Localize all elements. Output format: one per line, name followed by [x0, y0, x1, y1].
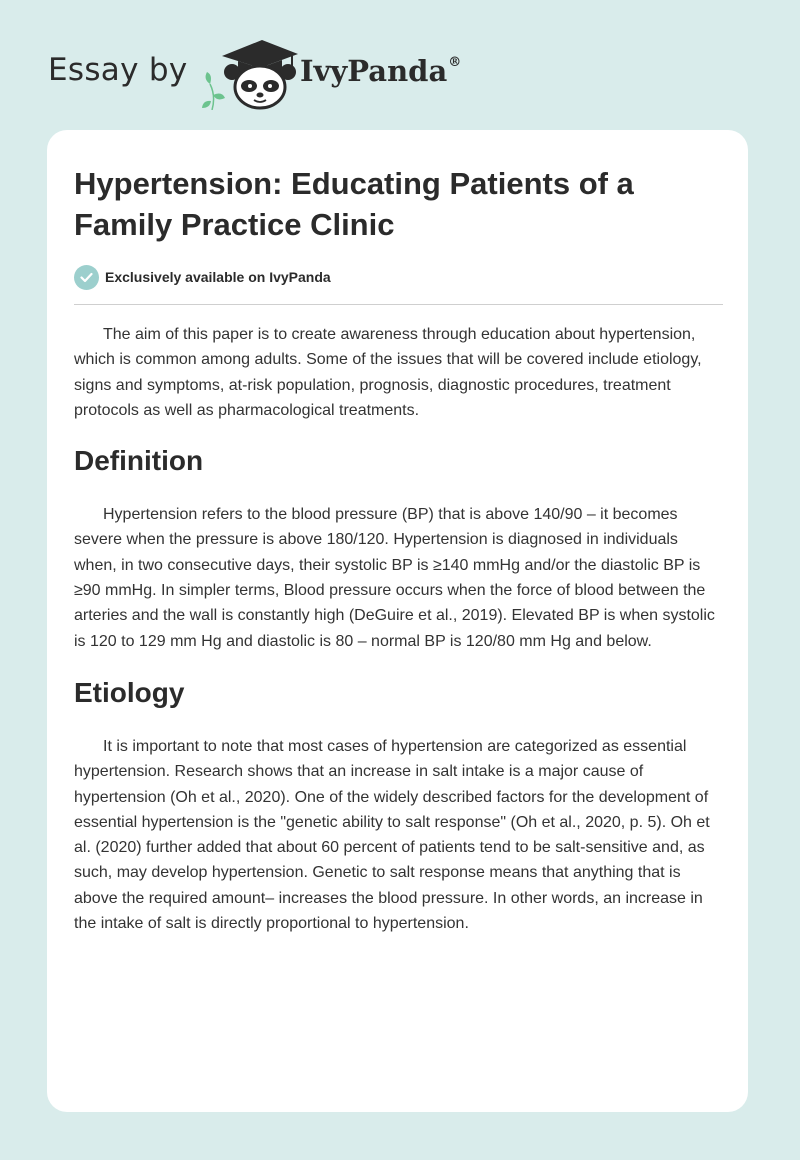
- intro-paragraph: The aim of this paper is to create awareness through education about hypertension, which is common among adults. Some of the issues that will be covered include etiology, signs and symptoms, at-risk population, prognosis, diagnostic procedures, treatment protocols as well as pharmacological treatments.: [74, 326, 702, 419]
- check-icon: [74, 265, 99, 290]
- site-header: [48, 34, 508, 114]
- title-divider: [74, 304, 723, 305]
- section-heading-definition: Definition: [74, 445, 204, 477]
- essay-title: Hypertension: Educating Patients of a Family Practice Clinic: [74, 166, 634, 242]
- brand-name-text: IvyPanda: [300, 54, 448, 88]
- section-body-definition: Hypertension refers to the blood pressure (BP) that is above 140/90 – it becomes severe when the pressure is above 180/120. Hypertension is diagnosed in individuals when, in two consecutive days, their systolic BP is ≥140 mmHg and/or the diastolic BP is ≥90 mmHg. In simpler terms, Blood pressure occurs when the force of blood between the arteries and the wall is constantly high (DeGuire et al., 2019). Elevated BP is when systolic is 120 to 129 mm Hg and diastolic is 80 – normal BP is 120/80 mm Hg and below.: [74, 506, 715, 650]
- essay-by-label: Essay by: [48, 52, 188, 88]
- essay-card: [47, 130, 748, 1112]
- section-heading-etiology: Etiology: [74, 676, 185, 708]
- section-body-etiology: It is important to note that most cases of hypertension are categorized as essential hypertension. Research shows that an increase in salt intake is a major cause of hypertension (Oh et al., 2020). One of the widely described factors for the development of essential hypertension is the "genetic ability to salt response" (Oh et al., 2020, p. 5). Oh et al. (2020) further added that about 60 percent of patients tend to be salt-sensitive and, as such, may develop hypertension. Genetic to salt response means that anything that is above the required amount– increases the blood pressure. In other words, an increase in the intake of salt is directly proportional to hypertension.: [74, 737, 710, 933]
- essay-content: [74, 163, 724, 936]
- registered-mark: ®: [448, 55, 462, 71]
- exclusive-badge: [74, 264, 724, 290]
- brand-name: [300, 54, 461, 88]
- panda-logo-icon[interactable]: [202, 34, 298, 110]
- exclusive-badge-label: Exclusively available on IvyPanda: [105, 269, 331, 285]
